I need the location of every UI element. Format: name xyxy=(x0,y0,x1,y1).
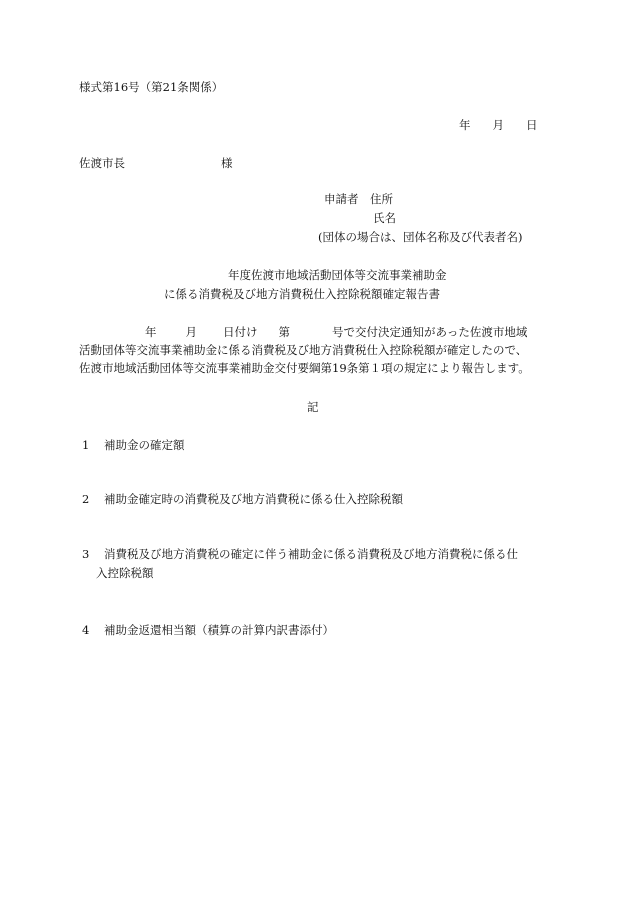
item-number: 1 xyxy=(82,438,90,452)
item-label-continued: 入控除税額 xyxy=(96,566,154,580)
date-month: 月 xyxy=(492,118,504,132)
form-number: 様式第16号（第21条関係） xyxy=(79,80,224,94)
body-line-3: 佐渡市地域活動団体等交流事業補助金交付要綱第19条第１項の規定により報告します。 xyxy=(79,361,530,375)
item-label: 補助金の確定額 xyxy=(104,438,185,452)
item-number: 4 xyxy=(82,623,90,637)
applicant-name-label: 氏名 xyxy=(373,211,396,225)
date-day: 日 xyxy=(526,118,538,132)
item-label: 消費税及び地方消費税の確定に伴う補助金に係る消費税及び地方消費税に係る仕 xyxy=(104,547,518,561)
item-number: 3 xyxy=(82,547,90,561)
body-line-1 xyxy=(145,327,527,339)
body-number-prefix: 第 xyxy=(278,325,290,339)
item-label: 補助金確定時の消費税及び地方消費税に係る仕入控除税額 xyxy=(104,492,403,506)
body-line1-rest: 号で交付決定通知があった佐渡市地域 xyxy=(332,325,528,339)
applicant-note: (団体の場合は、団体名称及び代表者名) xyxy=(318,230,523,244)
body-date: 日付け xyxy=(223,325,258,339)
document-title-line2: に係る消費税及び地方消費税仕入控除税額確定報告書 xyxy=(164,287,440,301)
addressee-honorific: 様 xyxy=(221,156,233,170)
addressee-name: 佐渡市長 xyxy=(79,156,125,170)
applicant-address-label: 住所 xyxy=(370,192,393,206)
body-line-2: 活動団体等交流事業補助金に係る消費税及び地方消費税仕入控除税額が確定したので、 xyxy=(79,343,528,357)
date-year: 年 xyxy=(459,118,471,132)
addressee xyxy=(79,158,233,170)
item-number: 2 xyxy=(82,492,90,506)
ki-heading: 記 xyxy=(307,400,319,414)
applicant-address-row xyxy=(324,194,393,206)
date-line xyxy=(459,120,538,132)
body-year: 年 xyxy=(145,325,157,339)
document-title-line1: 年度佐渡市地域活動団体等交流事業補助金 xyxy=(228,268,447,282)
applicant-role: 申請者 xyxy=(324,192,359,206)
item-label: 補助金返還相当額（積算の計算内訳書添付） xyxy=(104,623,334,637)
body-month: 月 xyxy=(185,325,197,339)
